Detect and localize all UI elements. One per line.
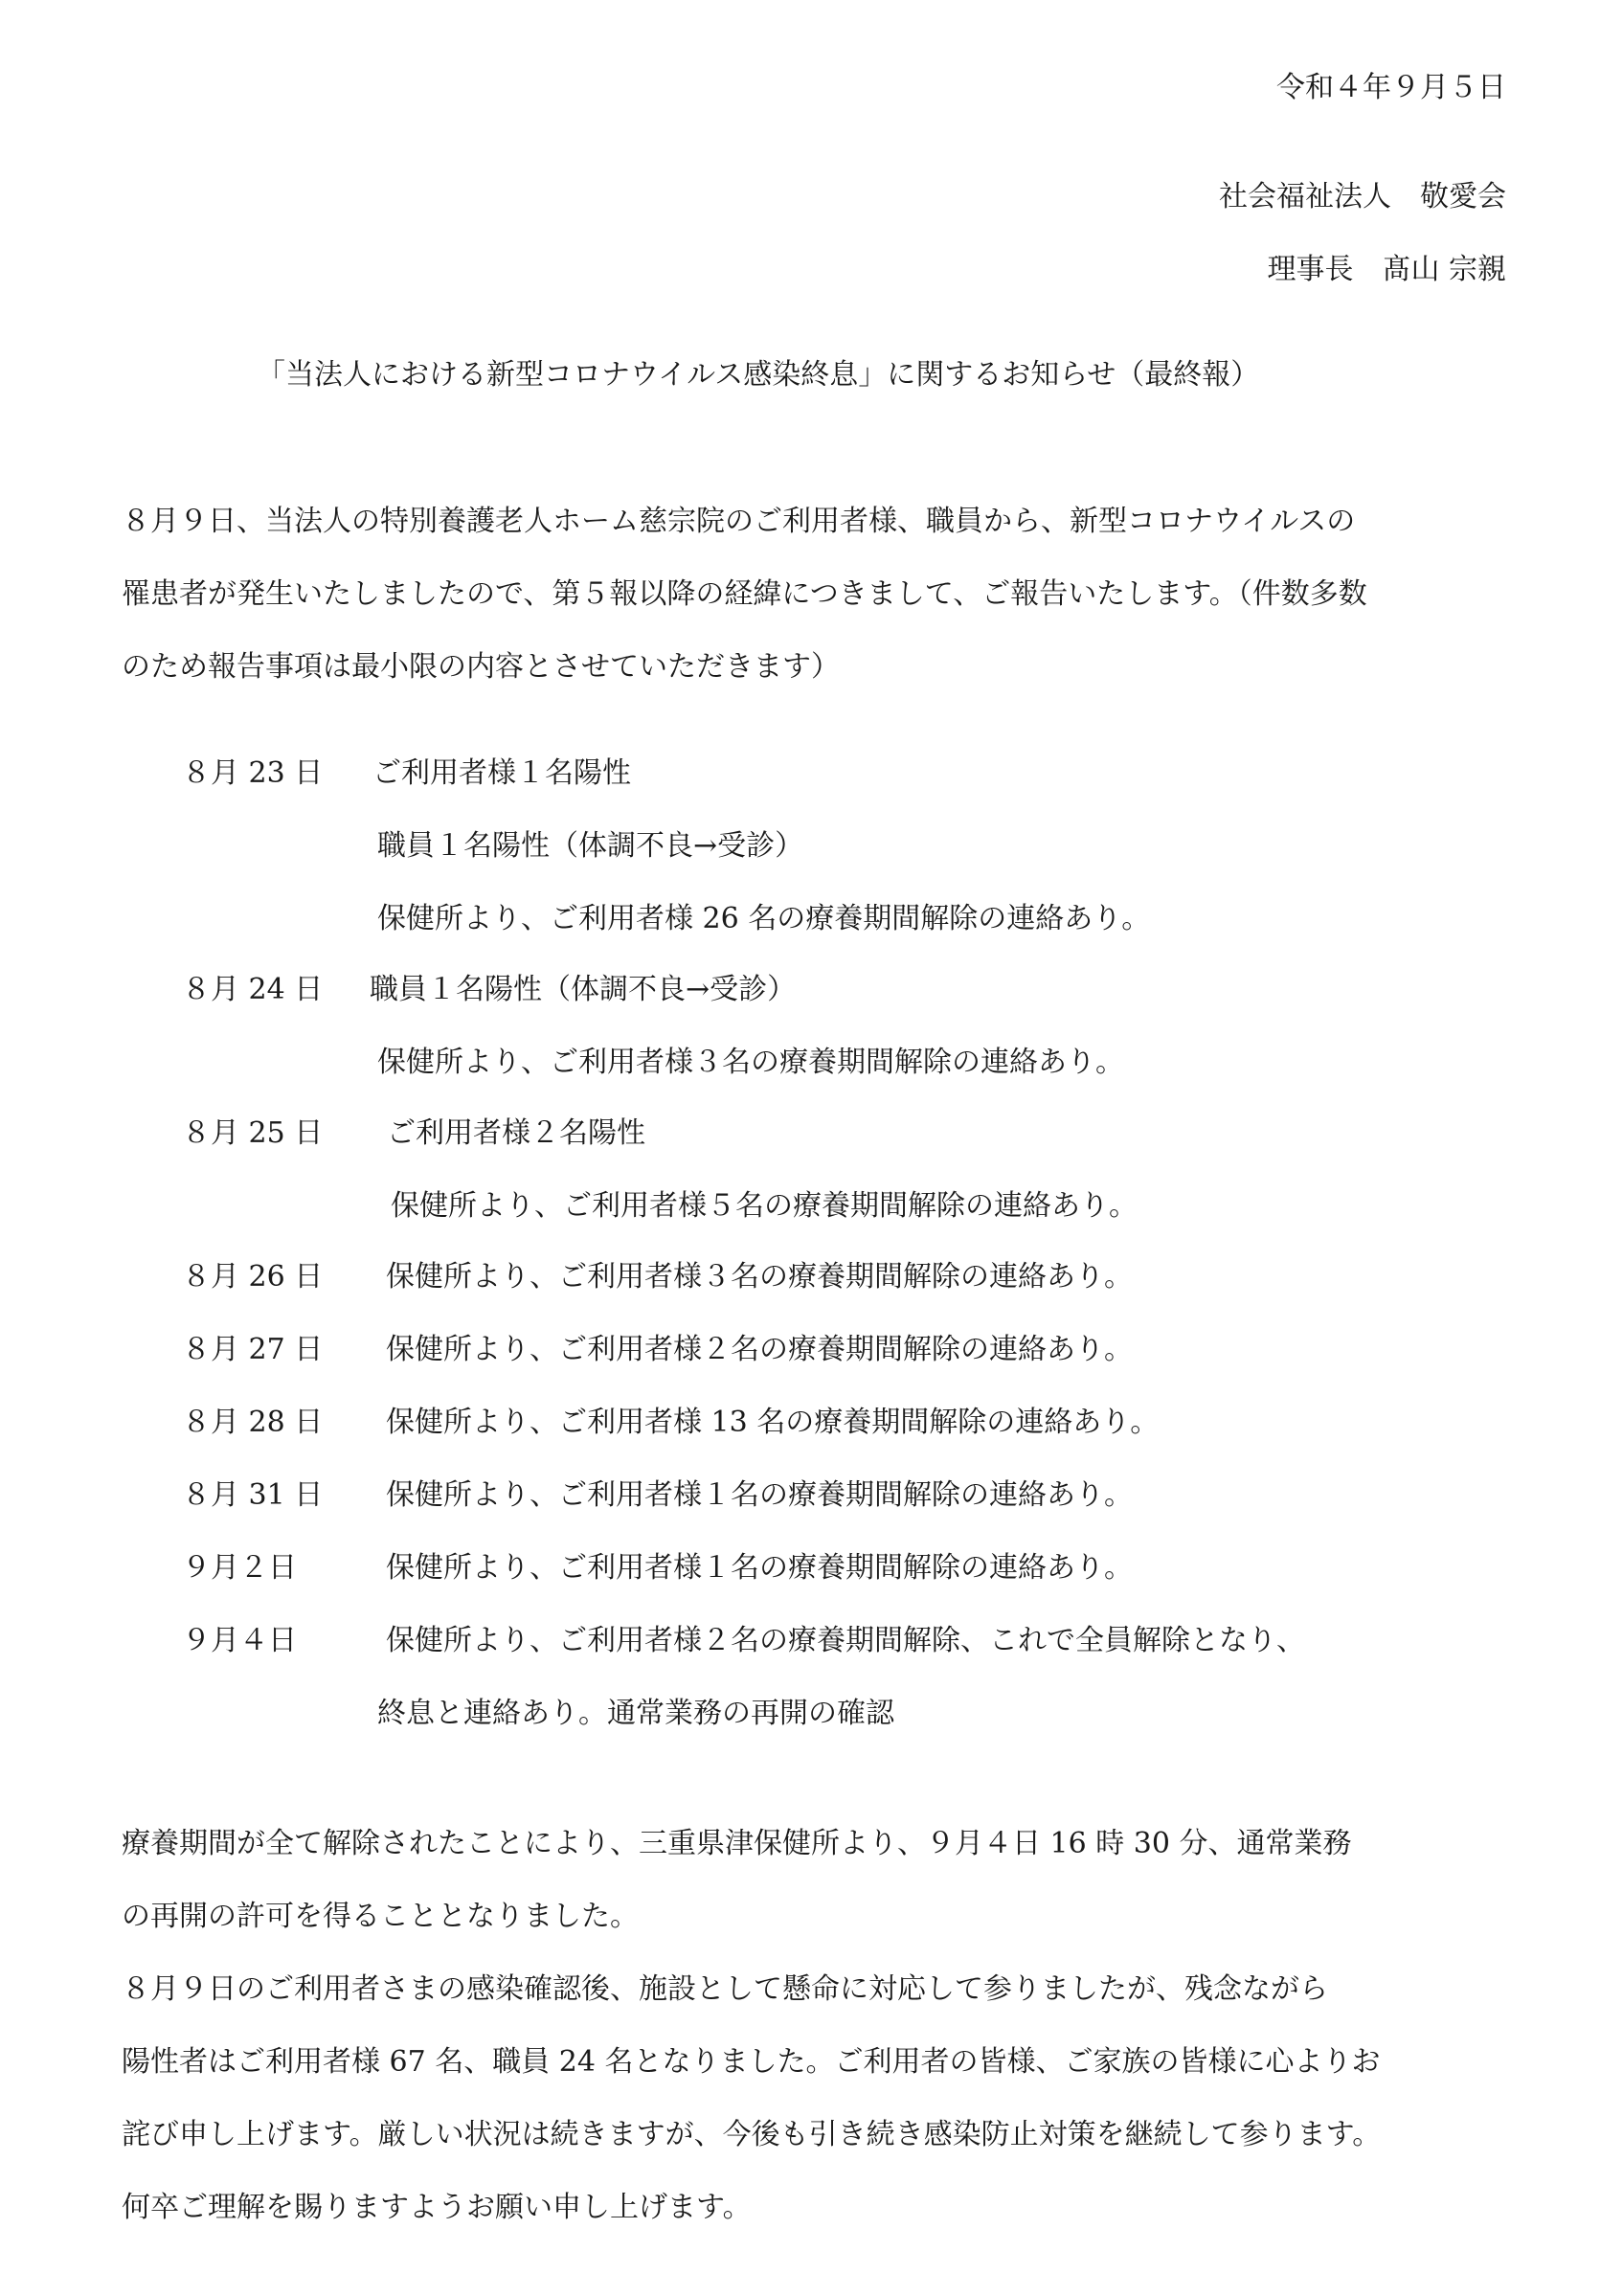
timeline-date-0828: ８月 28 日 (182, 1406, 324, 1439)
timeline-text: ご利用者様２名陽性 (387, 1116, 645, 1150)
timeline-text: 保健所より、ご利用者様 26 名の療養期間解除の連絡あり。 (377, 902, 1151, 935)
closing-line-5: 詫び申し上げます。厳しい状況は続きますが、今後も引き続き感染防止対策を継続して参ります。 (122, 2118, 1382, 2151)
timeline-date-0825: ８月 25 日 (182, 1116, 324, 1150)
document-title: 「当法人における新型コロナウイルス感染終息」に関するお知らせ（最終報） (257, 358, 1260, 392)
timeline-date-0826: ８月 26 日 (182, 1260, 324, 1294)
timeline-date-0823: ８月 23 日 (182, 756, 324, 790)
timeline-date-0904: ９月４日 (182, 1624, 297, 1657)
timeline-text: 職員１名陽性（体調不良→受診） (370, 973, 797, 1006)
timeline-date-0824: ８月 24 日 (182, 973, 324, 1006)
timeline-text: 保健所より、ご利用者様１名の療養期間解除の連絡あり。 (386, 1551, 1133, 1585)
timeline-text: 職員１名陽性（体調不良→受診） (377, 829, 804, 863)
representative-name: 理事長 髙山 宗親 (1267, 253, 1506, 286)
closing-line-2: の再開の許可を得ることとなりました。 (122, 1900, 639, 1933)
timeline-text: 保健所より、ご利用者様３名の療養期間解除の連絡あり。 (377, 1046, 1124, 1079)
timeline-text: 保健所より、ご利用者様１名の療養期間解除の連絡あり。 (386, 1478, 1133, 1512)
closing-line-1: 療養期間が全て解除されたことにより、三重県津保健所より、９月４日 16 時 30 分、通常業務 (122, 1827, 1352, 1860)
timeline-text: 保健所より、ご利用者様３名の療養期間解除の連絡あり。 (386, 1260, 1133, 1294)
timeline-text: 保健所より、ご利用者様５名の療養期間解除の連絡あり。 (391, 1189, 1138, 1223)
timeline-date-0831: ８月 31 日 (182, 1478, 324, 1512)
timeline-text: 保健所より、ご利用者様２名の療養期間解除の連絡あり。 (386, 1333, 1133, 1366)
organization-name: 社会福祉法人 敬愛会 (1219, 180, 1506, 214)
document-date: 令和４年９月５日 (1276, 71, 1506, 104)
intro-line-2: 罹患者が発生いたしましたので、第５報以降の経緯につきまして、ご報告いたします。（件数多数 (122, 577, 1367, 611)
intro-line-1: ８月９日、当法人の特別養護老人ホーム慈宗院のご利用者様、職員から、新型コロナウイルスの (122, 505, 1356, 538)
timeline-text: ご利用者様１名陽性 (372, 756, 631, 790)
timeline-text: 終息と連絡あり。通常業務の再開の確認 (377, 1697, 894, 1730)
closing-line-3: ８月９日のご利用者さまの感染確認後、施設として懸命に対応して参りましたが、残念ながら (122, 1972, 1328, 2006)
timeline-date-0827: ８月 27 日 (182, 1333, 324, 1366)
timeline-text: 保健所より、ご利用者様 13 名の療養期間解除の連絡あり。 (386, 1406, 1160, 1439)
timeline-text: 保健所より、ご利用者様２名の療養期間解除、これで全員解除となり、 (386, 1624, 1305, 1657)
timeline-date-0902: ９月２日 (182, 1551, 297, 1585)
intro-line-3: のため報告事項は最小限の内容とさせていただきます） (122, 650, 840, 684)
closing-line-4: 陽性者はご利用者様 67 名、職員 24 名となりました。ご利用者の皆様、ご家族の皆様に心よりお (122, 2045, 1381, 2079)
closing-line-6: 何卒ご理解を賜りますようお願い申し上げます。 (122, 2191, 752, 2224)
